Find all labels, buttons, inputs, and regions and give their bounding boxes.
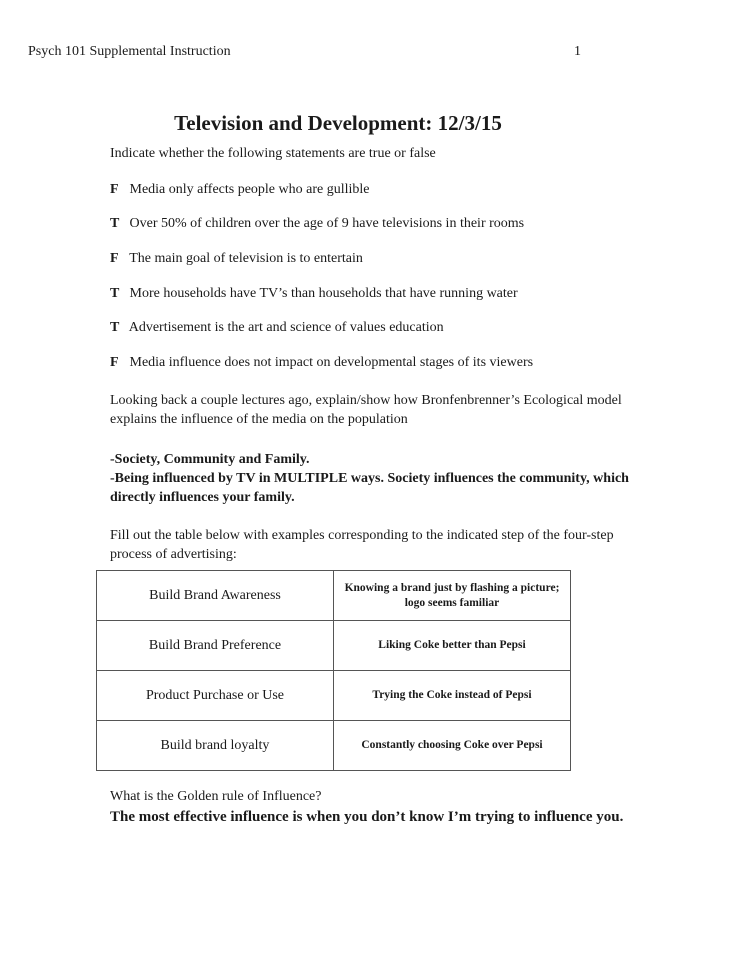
statement [110,319,444,336]
answer: T [110,320,120,335]
table-row [97,721,571,771]
answer: F [110,251,119,266]
table-row [97,621,571,671]
example-cell: Liking Coke better than Pepsi [334,621,571,671]
statement [110,354,533,371]
step-cell: Product Purchase or Use [97,671,334,721]
question-advertising: Fill out the table below with examples corresponding to the indicated step of the four-step process of advertising: [110,528,614,562]
statement-text: Media only affects people who are gullible [129,182,370,197]
statement [110,285,518,302]
answer-line-2: -Being influenced by TV in MULTIPLE ways. Society influences the community, which directly influences your family. [110,471,629,505]
answer-golden-rule: The most effective influence is when you don’t know I’m trying to influence you. [110,809,624,825]
answer: T [110,286,120,301]
answer: F [110,182,119,197]
advertising-table [96,570,571,771]
example-cell: Constantly choosing Coke over Pepsi [334,721,571,771]
page-title: Television and Development: 12/3/15 [174,111,502,135]
instructions: Indicate whether the following statements are true or false [110,146,436,161]
table-row [97,571,571,621]
example-cell: Knowing a brand just by flashing a picture; logo seems familiar [334,571,571,621]
question-ecological-model: Looking back a couple lectures ago, explain/show how Bronfenbrenner’s Ecological model explains the influence of the media on the population [110,393,622,427]
question-golden-rule: What is the Golden rule of Influence? [110,789,322,804]
example-cell: Trying the Coke instead of Pepsi [334,671,571,721]
header-course: Psych 101 Supplemental Instruction [28,44,231,59]
statement-text: Advertisement is the art and science of values education [128,320,444,335]
step-cell: Build Brand Awareness [97,571,334,621]
statement-text: Over 50% of children over the age of 9 have televisions in their rooms [129,216,525,231]
page-number: 1 [574,44,581,59]
statement [110,250,363,267]
answer: F [110,355,119,370]
answer: T [110,216,120,231]
statement [110,215,524,232]
answer-line-1: -Society, Community and Family. [110,452,310,467]
table-row [97,671,571,721]
statement-text: The main goal of television is to entertain [129,251,363,266]
statement-text: Media influence does not impact on developmental stages of its viewers [129,355,534,370]
step-cell: Build brand loyalty [97,721,334,771]
statement [110,181,370,198]
step-cell: Build Brand Preference [97,621,334,671]
statement-text: More households have TV’s than households that have running water [129,286,518,301]
